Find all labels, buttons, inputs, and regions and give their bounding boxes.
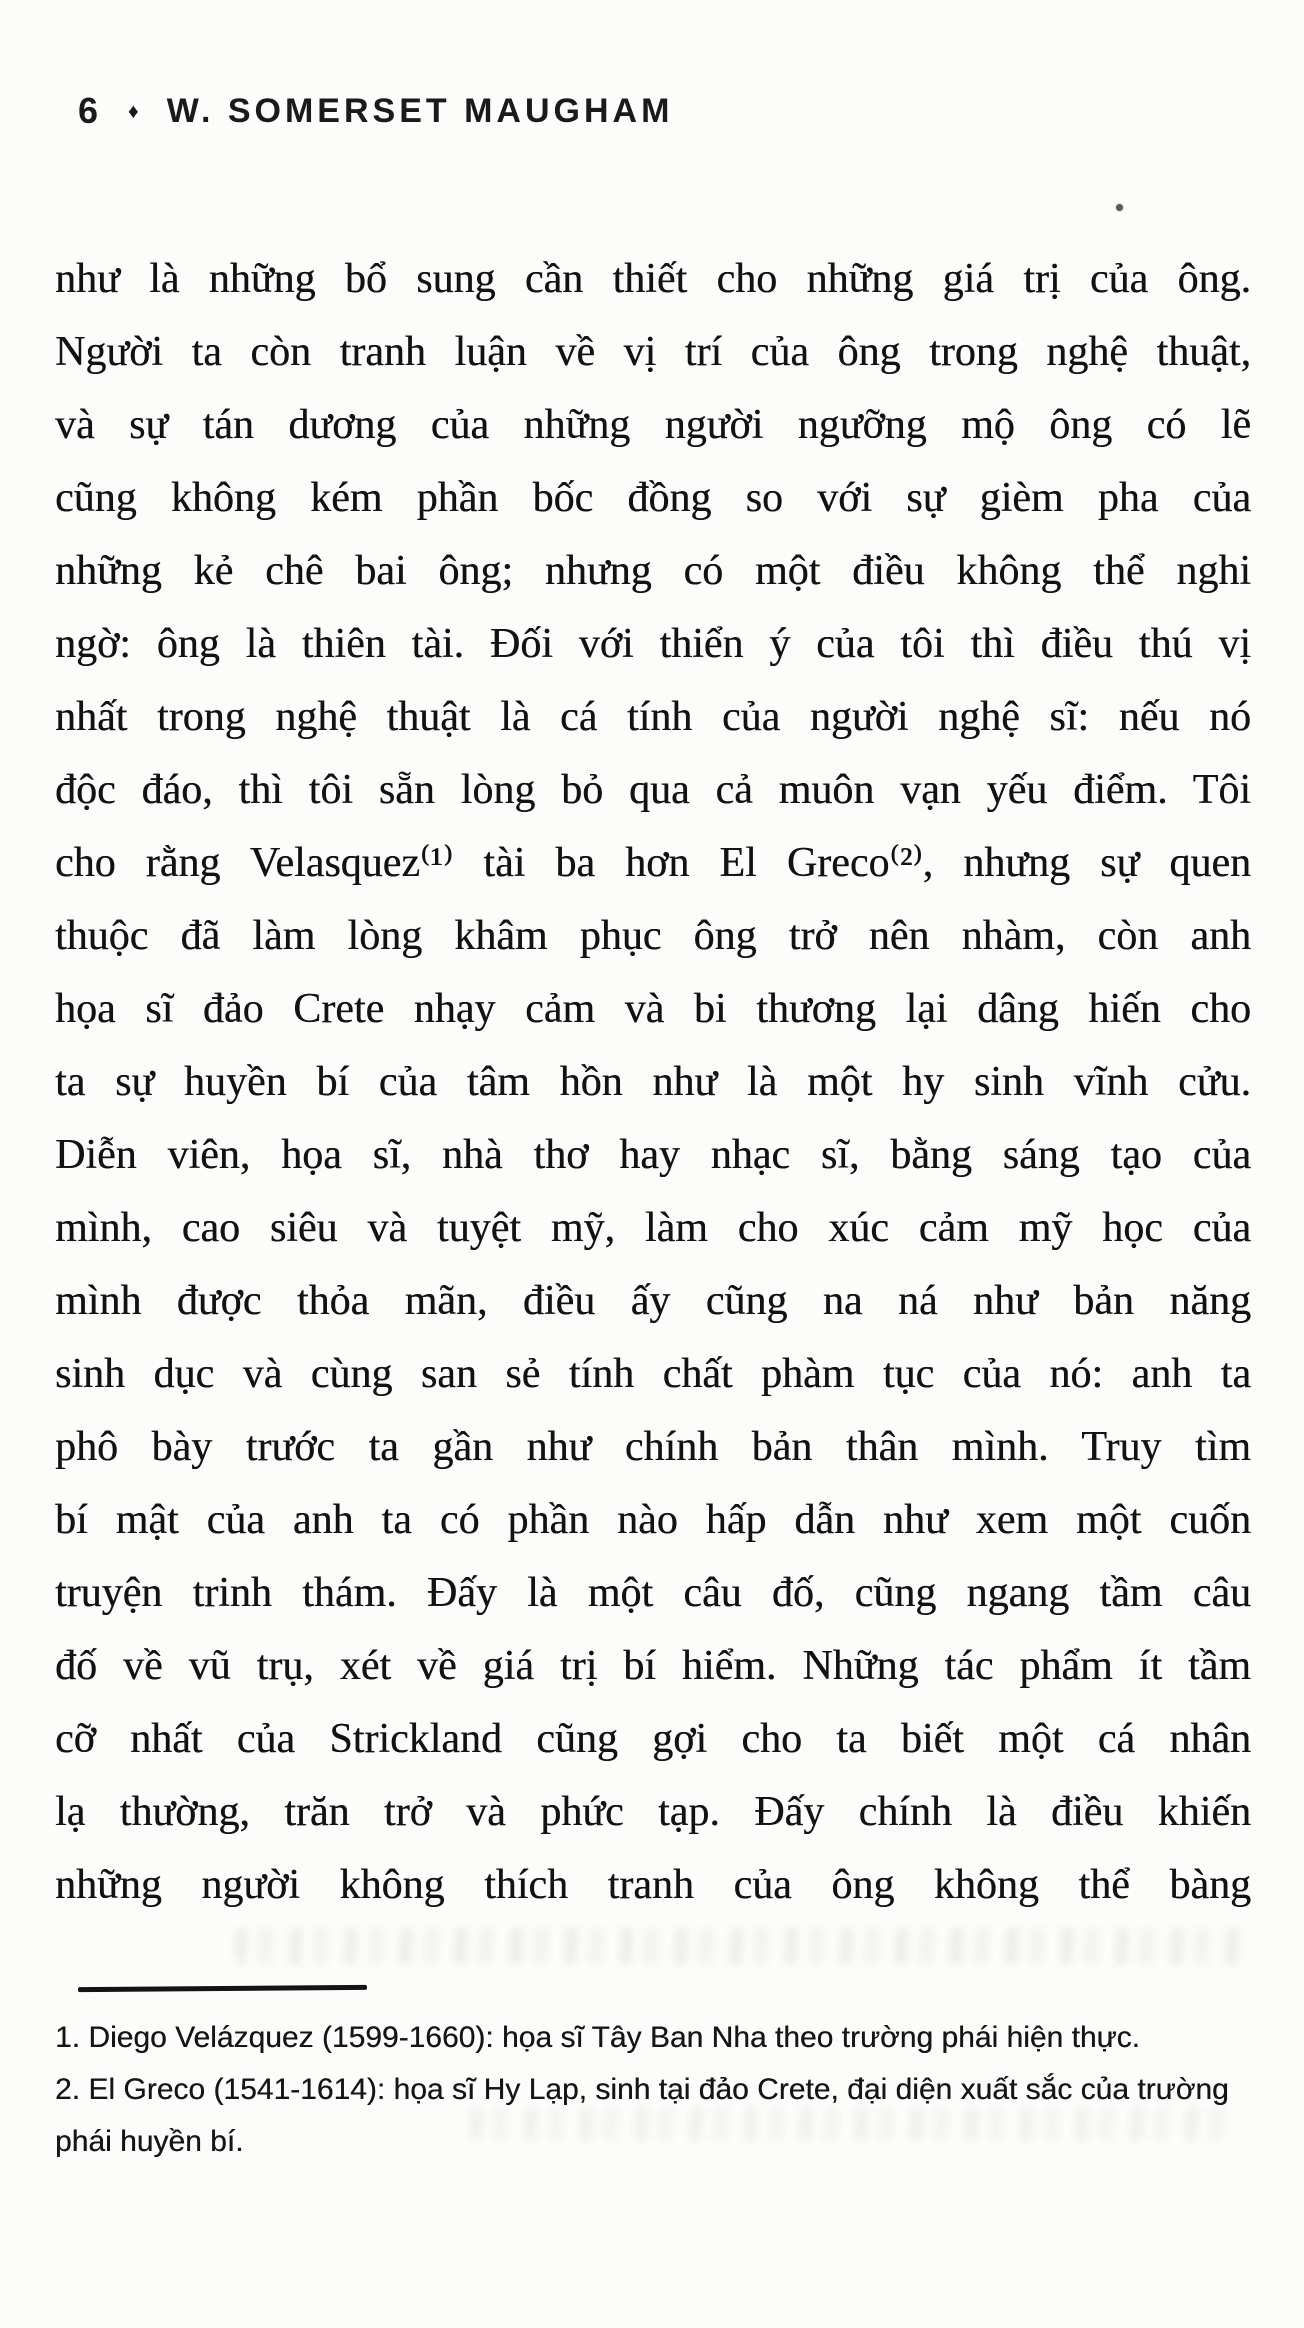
text-line: những kẻ chê bai ông; nhưng có một điều không thể nghi <box>55 548 1251 594</box>
text-line: Người ta còn tranh luận về vị trí của ông trong nghệ thuật, <box>55 329 1251 375</box>
text-line: đố về vũ trụ, xét về giá trị bí hiểm. Những tác phẩm ít tầm <box>55 1643 1251 1689</box>
text-line: cỡ nhất của Strickland cũng gợi cho ta biết một cá nhân <box>55 1716 1251 1762</box>
footnote-item: 2. El Greco (1541-1614): họa sĩ Hy Lạp, sinh tại đảo Crete, đại diện xuất sắc của trường phái huyền bí. <box>55 2073 1229 2158</box>
text-line: thuộc đã làm lòng khâm phục ông trở nên nhàm, còn anh <box>55 913 1251 959</box>
text-line: họa sĩ đảo Crete nhạy cảm và bi thương lại dâng hiến cho <box>55 986 1251 1032</box>
text-line: độc đáo, thì tôi sẵn lòng bỏ qua cả muôn vạn yếu điểm. Tôi <box>55 767 1251 813</box>
text-line: nhất trong nghệ thuật là cá tính của người nghệ sĩ: nếu nó <box>55 694 1251 740</box>
text-line: cho rằng Velasquez⁽¹⁾ tài ba hơn El Greco⁽²⁾, nhưng sự quen <box>55 840 1251 886</box>
text-line: ngờ: ông là thiên tài. Đối với thiển ý của tôi thì điều thú vị <box>55 621 1251 667</box>
diamond-separator-icon: ♦ <box>128 100 143 123</box>
text-line: sinh dục và cùng san sẻ tính chất phàm tục của nó: anh ta <box>55 1351 1251 1397</box>
footnotes <box>55 2012 1255 2168</box>
text-line: ta sự huyền bí của tâm hồn như là một hy sinh vĩnh cửu. <box>55 1059 1251 1105</box>
body-text <box>55 243 1251 1922</box>
text-line: Diễn viên, họa sĩ, nhà thơ hay nhạc sĩ, bằng sáng tạo của <box>55 1132 1251 1178</box>
text-line: những người không thích tranh của ông không thể bàng <box>55 1862 1251 1908</box>
running-title: W. SOMERSET MAUGHAM <box>166 91 674 130</box>
ink-speck <box>1116 204 1123 211</box>
text-line: như là những bổ sung cần thiết cho những giá trị của ông. <box>55 256 1251 302</box>
footnote-divider <box>78 1985 367 1992</box>
running-header <box>78 90 673 132</box>
text-line: mình, cao siêu và tuyệt mỹ, làm cho xúc cảm mỹ học của <box>55 1205 1251 1251</box>
page-number: 6 <box>78 90 99 131</box>
text-line: cũng không kém phần bốc đồng so với sự gièm pha của <box>55 475 1251 521</box>
text-line: lạ thường, trăn trở và phức tạp. Đấy chính là điều khiến <box>55 1789 1251 1835</box>
text-line: và sự tán dương của những người ngưỡng mộ ông có lẽ <box>55 402 1251 448</box>
footnote-item: 1. Diego Velázquez (1599-1660): họa sĩ Tây Ban Nha theo trường phái hiện thực. <box>55 2021 1140 2054</box>
text-line: mình được thỏa mãn, điều ấy cũng na ná như bản năng <box>55 1278 1251 1324</box>
text-line: phô bày trước ta gần như chính bản thân mình. Truy tìm <box>55 1424 1251 1470</box>
bleed-through-ghost <box>235 1928 1250 1964</box>
text-line: bí mật của anh ta có phần nào hấp dẫn như xem một cuốn <box>55 1497 1251 1543</box>
text-line: truyện trinh thám. Đấy là một câu đố, cũng ngang tầm câu <box>55 1570 1251 1616</box>
